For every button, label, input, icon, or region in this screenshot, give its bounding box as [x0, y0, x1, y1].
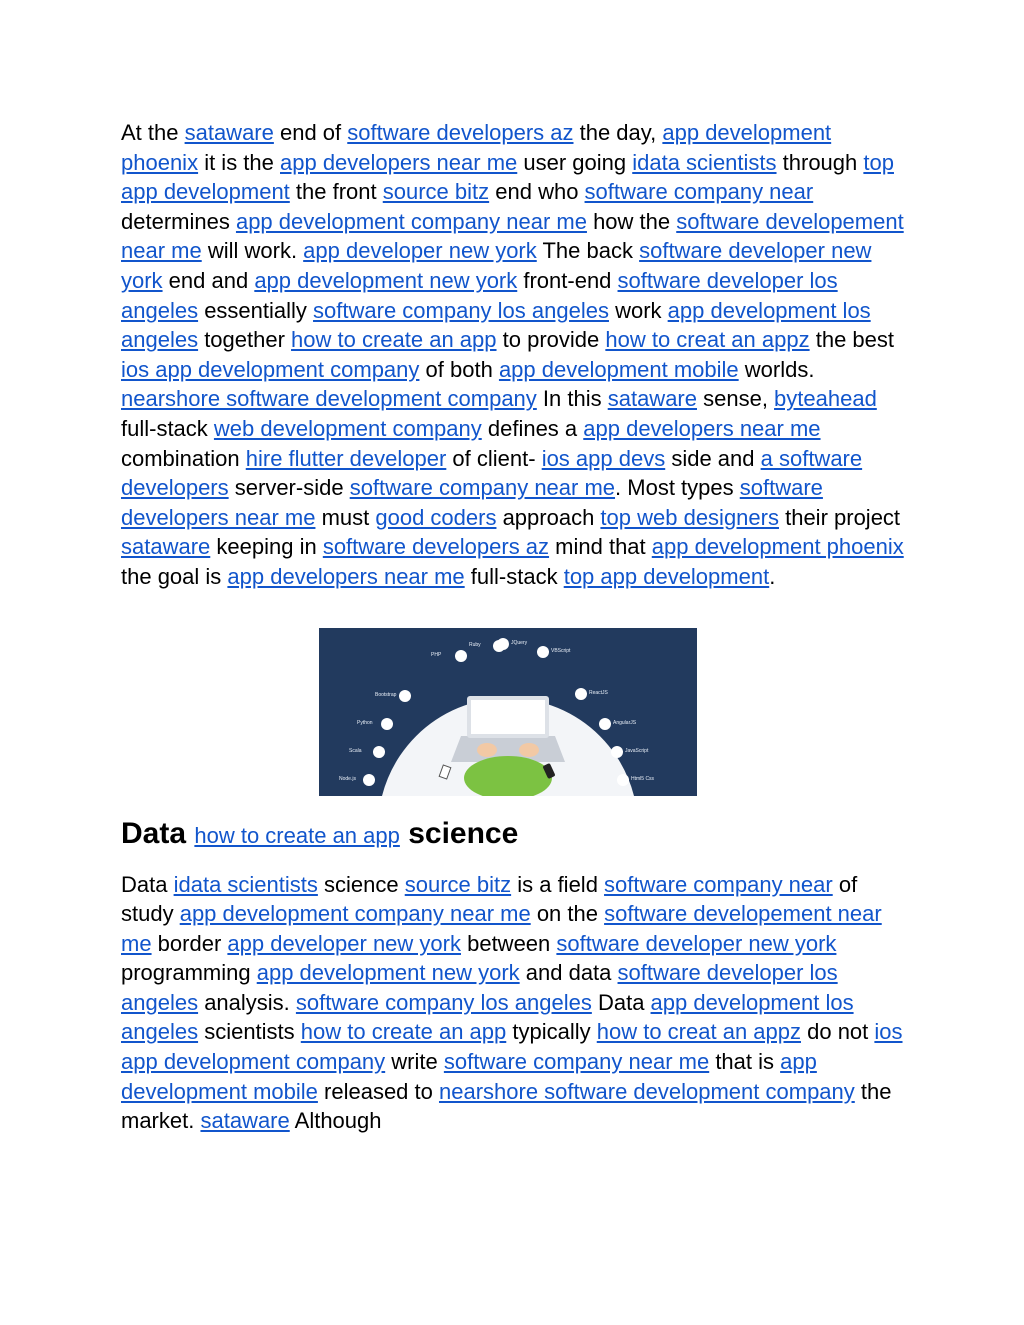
text-run: server-side [228, 475, 350, 501]
tech-label: AngularJS [613, 719, 637, 726]
tech-label: Html5 Css [631, 775, 655, 782]
text-run: together [198, 327, 292, 353]
tech-label: Python [357, 719, 373, 726]
paragraph-intro [121, 118, 911, 592]
tech-label: PHP [431, 651, 442, 658]
tech-logo-icon [497, 638, 509, 650]
tech-label: ReactJS [589, 689, 608, 696]
inline-link[interactable]: software company los angeles [313, 297, 609, 323]
paragraph-data-science [121, 870, 911, 1136]
text-run: science [317, 871, 405, 897]
text-run: it is the [198, 149, 280, 175]
text-run: work [608, 297, 668, 323]
text-run: mind that [549, 534, 652, 560]
inline-link[interactable]: software developer los angeles [121, 267, 838, 323]
section-heading [121, 814, 911, 856]
text-run: released to [317, 1078, 439, 1104]
text-run: end who [489, 179, 585, 205]
inline-link[interactable]: app developers near me [227, 563, 465, 589]
text-run: that is [709, 1049, 781, 1075]
text-run: the day, [573, 120, 663, 145]
inline-link[interactable]: software developers near me [121, 475, 823, 530]
text-run: the market. [121, 1078, 892, 1134]
inline-link[interactable]: software company los angeles [295, 989, 592, 1015]
inline-link[interactable]: app developer new york [303, 238, 537, 264]
inline-link[interactable]: good coders [375, 504, 497, 530]
text-run: of study [121, 871, 858, 927]
inline-link[interactable]: app developers near me [280, 149, 518, 175]
text-run: approach [496, 504, 601, 530]
tech-logo-icon [575, 688, 587, 700]
text-run: to provide [496, 327, 606, 353]
tech-logo-icon [455, 650, 467, 662]
tech-logo-icon [381, 718, 393, 730]
text-run: In this [536, 386, 608, 412]
inline-link[interactable]: idata scientists [632, 149, 777, 175]
tech-label: JQuery [511, 639, 528, 646]
inline-link[interactable]: app development mobile [498, 356, 739, 382]
text-run: on the [530, 901, 605, 927]
tech-logo-icon [399, 690, 411, 702]
inline-link[interactable]: nearshore software development company [121, 386, 537, 412]
tech-logo-icon [617, 774, 629, 786]
text-run: worlds. [738, 356, 815, 382]
text-run: end and [162, 267, 255, 293]
inline-link[interactable]: software developement near me [121, 208, 904, 264]
inline-link[interactable]: software developer new york [556, 930, 837, 956]
inline-link[interactable]: sataware [121, 534, 211, 560]
text-run: is a field [511, 871, 605, 897]
tech-label: Bootstrap [375, 691, 397, 698]
heading-word-before: Data [121, 816, 187, 850]
text-run: combination [121, 445, 246, 471]
text-run: of client- [446, 445, 542, 471]
tech-label: JavaScript [625, 747, 649, 754]
text-run: defines a [481, 415, 584, 441]
inline-link[interactable]: a software developers [121, 445, 863, 501]
inline-link[interactable]: idata scientists [173, 871, 318, 897]
text-run: the goal is [121, 563, 228, 589]
inline-link[interactable]: app development phoenix [651, 534, 904, 560]
text-run: and data [519, 960, 618, 986]
inline-link[interactable]: how to creat an appz [605, 327, 810, 353]
inline-link[interactable]: software company near [604, 871, 833, 897]
inline-link[interactable]: app development new york [254, 267, 518, 293]
text-run: the front [289, 179, 383, 205]
text-run: write [385, 1049, 444, 1075]
figure-container [113, 628, 903, 796]
text-run: analysis. [198, 989, 296, 1015]
heading-link[interactable]: how to create an app [194, 822, 400, 848]
inline-link[interactable]: top app development [121, 149, 894, 205]
tech-logo-icon [363, 774, 375, 786]
text-run: front-end [517, 267, 618, 293]
text-run: border [151, 930, 228, 956]
laptop-icon [451, 696, 565, 796]
inline-link[interactable]: ios app development company [121, 356, 420, 382]
text-run: The back [536, 238, 640, 264]
inline-link[interactable]: app development company near me [235, 208, 587, 234]
tech-logo-icon [373, 746, 385, 758]
text-run: determines [121, 208, 236, 234]
tech-stack-graphic [319, 628, 697, 796]
text-run: typically [506, 1019, 597, 1045]
text-run: end of [273, 120, 348, 145]
inline-link[interactable]: software developer los angeles [121, 960, 838, 1015]
text-run: programming [121, 960, 257, 986]
text-run: full-stack [464, 563, 564, 589]
inline-link[interactable]: top app development [563, 563, 770, 589]
inline-link[interactable]: how to create an app [291, 327, 497, 353]
inline-link[interactable]: app development los angeles [121, 297, 871, 353]
inline-link[interactable]: how to creat an appz [596, 1019, 801, 1045]
tech-logo-icon [537, 646, 549, 658]
tech-logo-icon [611, 746, 623, 758]
inline-link[interactable]: software company near [584, 179, 814, 205]
text-run: essentially [198, 297, 314, 323]
tech-label: Scala [349, 747, 362, 754]
text-run: sense, [697, 386, 775, 412]
inline-link[interactable]: app development mobile [121, 1049, 817, 1104]
text-run: Data [121, 871, 174, 897]
text-run: must [315, 504, 376, 530]
text-run: of both [419, 356, 499, 382]
inline-link[interactable]: source bitz [404, 871, 512, 897]
inline-link[interactable]: web development company [213, 415, 482, 441]
tech-label: Node.js [339, 775, 356, 782]
inline-link[interactable]: sataware [200, 1108, 290, 1134]
inline-link[interactable]: software developers az [347, 120, 574, 145]
inline-link[interactable]: top web designers [600, 504, 779, 530]
inline-link[interactable]: ios app devs [541, 445, 666, 471]
inline-link[interactable]: byteahead [774, 386, 877, 412]
inline-link[interactable]: sataware [184, 120, 274, 145]
inline-link[interactable]: nearshore software development company [438, 1078, 855, 1104]
inline-link[interactable]: app development company near me [179, 901, 531, 927]
text-run: keeping in [210, 534, 323, 560]
inline-link[interactable]: app developers near me [583, 415, 821, 441]
inline-link[interactable]: software developer new york [121, 238, 872, 293]
text-run: scientists [198, 1019, 301, 1045]
tech-logo-icon [599, 718, 611, 730]
tech-label: VBScript [551, 647, 571, 654]
inline-link[interactable]: sataware [607, 386, 697, 412]
inline-link[interactable]: app development new york [256, 960, 520, 986]
document-page [121, 118, 911, 1136]
text-run: how the [586, 208, 677, 234]
tech-label: Ruby [469, 641, 481, 648]
inline-link[interactable]: software company near me [349, 475, 616, 501]
text-run: Although [289, 1108, 382, 1134]
text-run: between [460, 930, 557, 956]
text-run: user going [517, 149, 633, 175]
text-run: side and [665, 445, 761, 471]
text-run: the best [809, 327, 894, 353]
tech-stack-illustration [319, 628, 697, 796]
inline-link[interactable]: app developer new york [227, 930, 461, 956]
inline-link[interactable]: source bitz [382, 179, 490, 205]
heading-word-after: science [408, 816, 519, 850]
inline-link[interactable]: software company near me [443, 1049, 710, 1075]
text-run: . Most types [615, 475, 740, 501]
text-run: full-stack [121, 415, 214, 441]
inline-link[interactable]: ios app development company [121, 1019, 903, 1075]
inline-link[interactable]: how to create an app [300, 1019, 507, 1045]
inline-link[interactable]: software developement near me [121, 901, 882, 956]
text-run: will work. [201, 238, 304, 264]
text-run: . [769, 563, 776, 589]
inline-link[interactable]: app development los angeles [121, 989, 854, 1045]
text-run: Data [591, 989, 651, 1015]
inline-link[interactable]: hire flutter developer [245, 445, 447, 471]
text-run: through [776, 149, 864, 175]
text-run: do not [801, 1019, 875, 1045]
inline-link[interactable]: software developers az [322, 534, 550, 560]
text-run: At the [121, 120, 185, 145]
inline-link[interactable]: app development phoenix [121, 120, 832, 175]
text-run: their project [778, 504, 901, 530]
